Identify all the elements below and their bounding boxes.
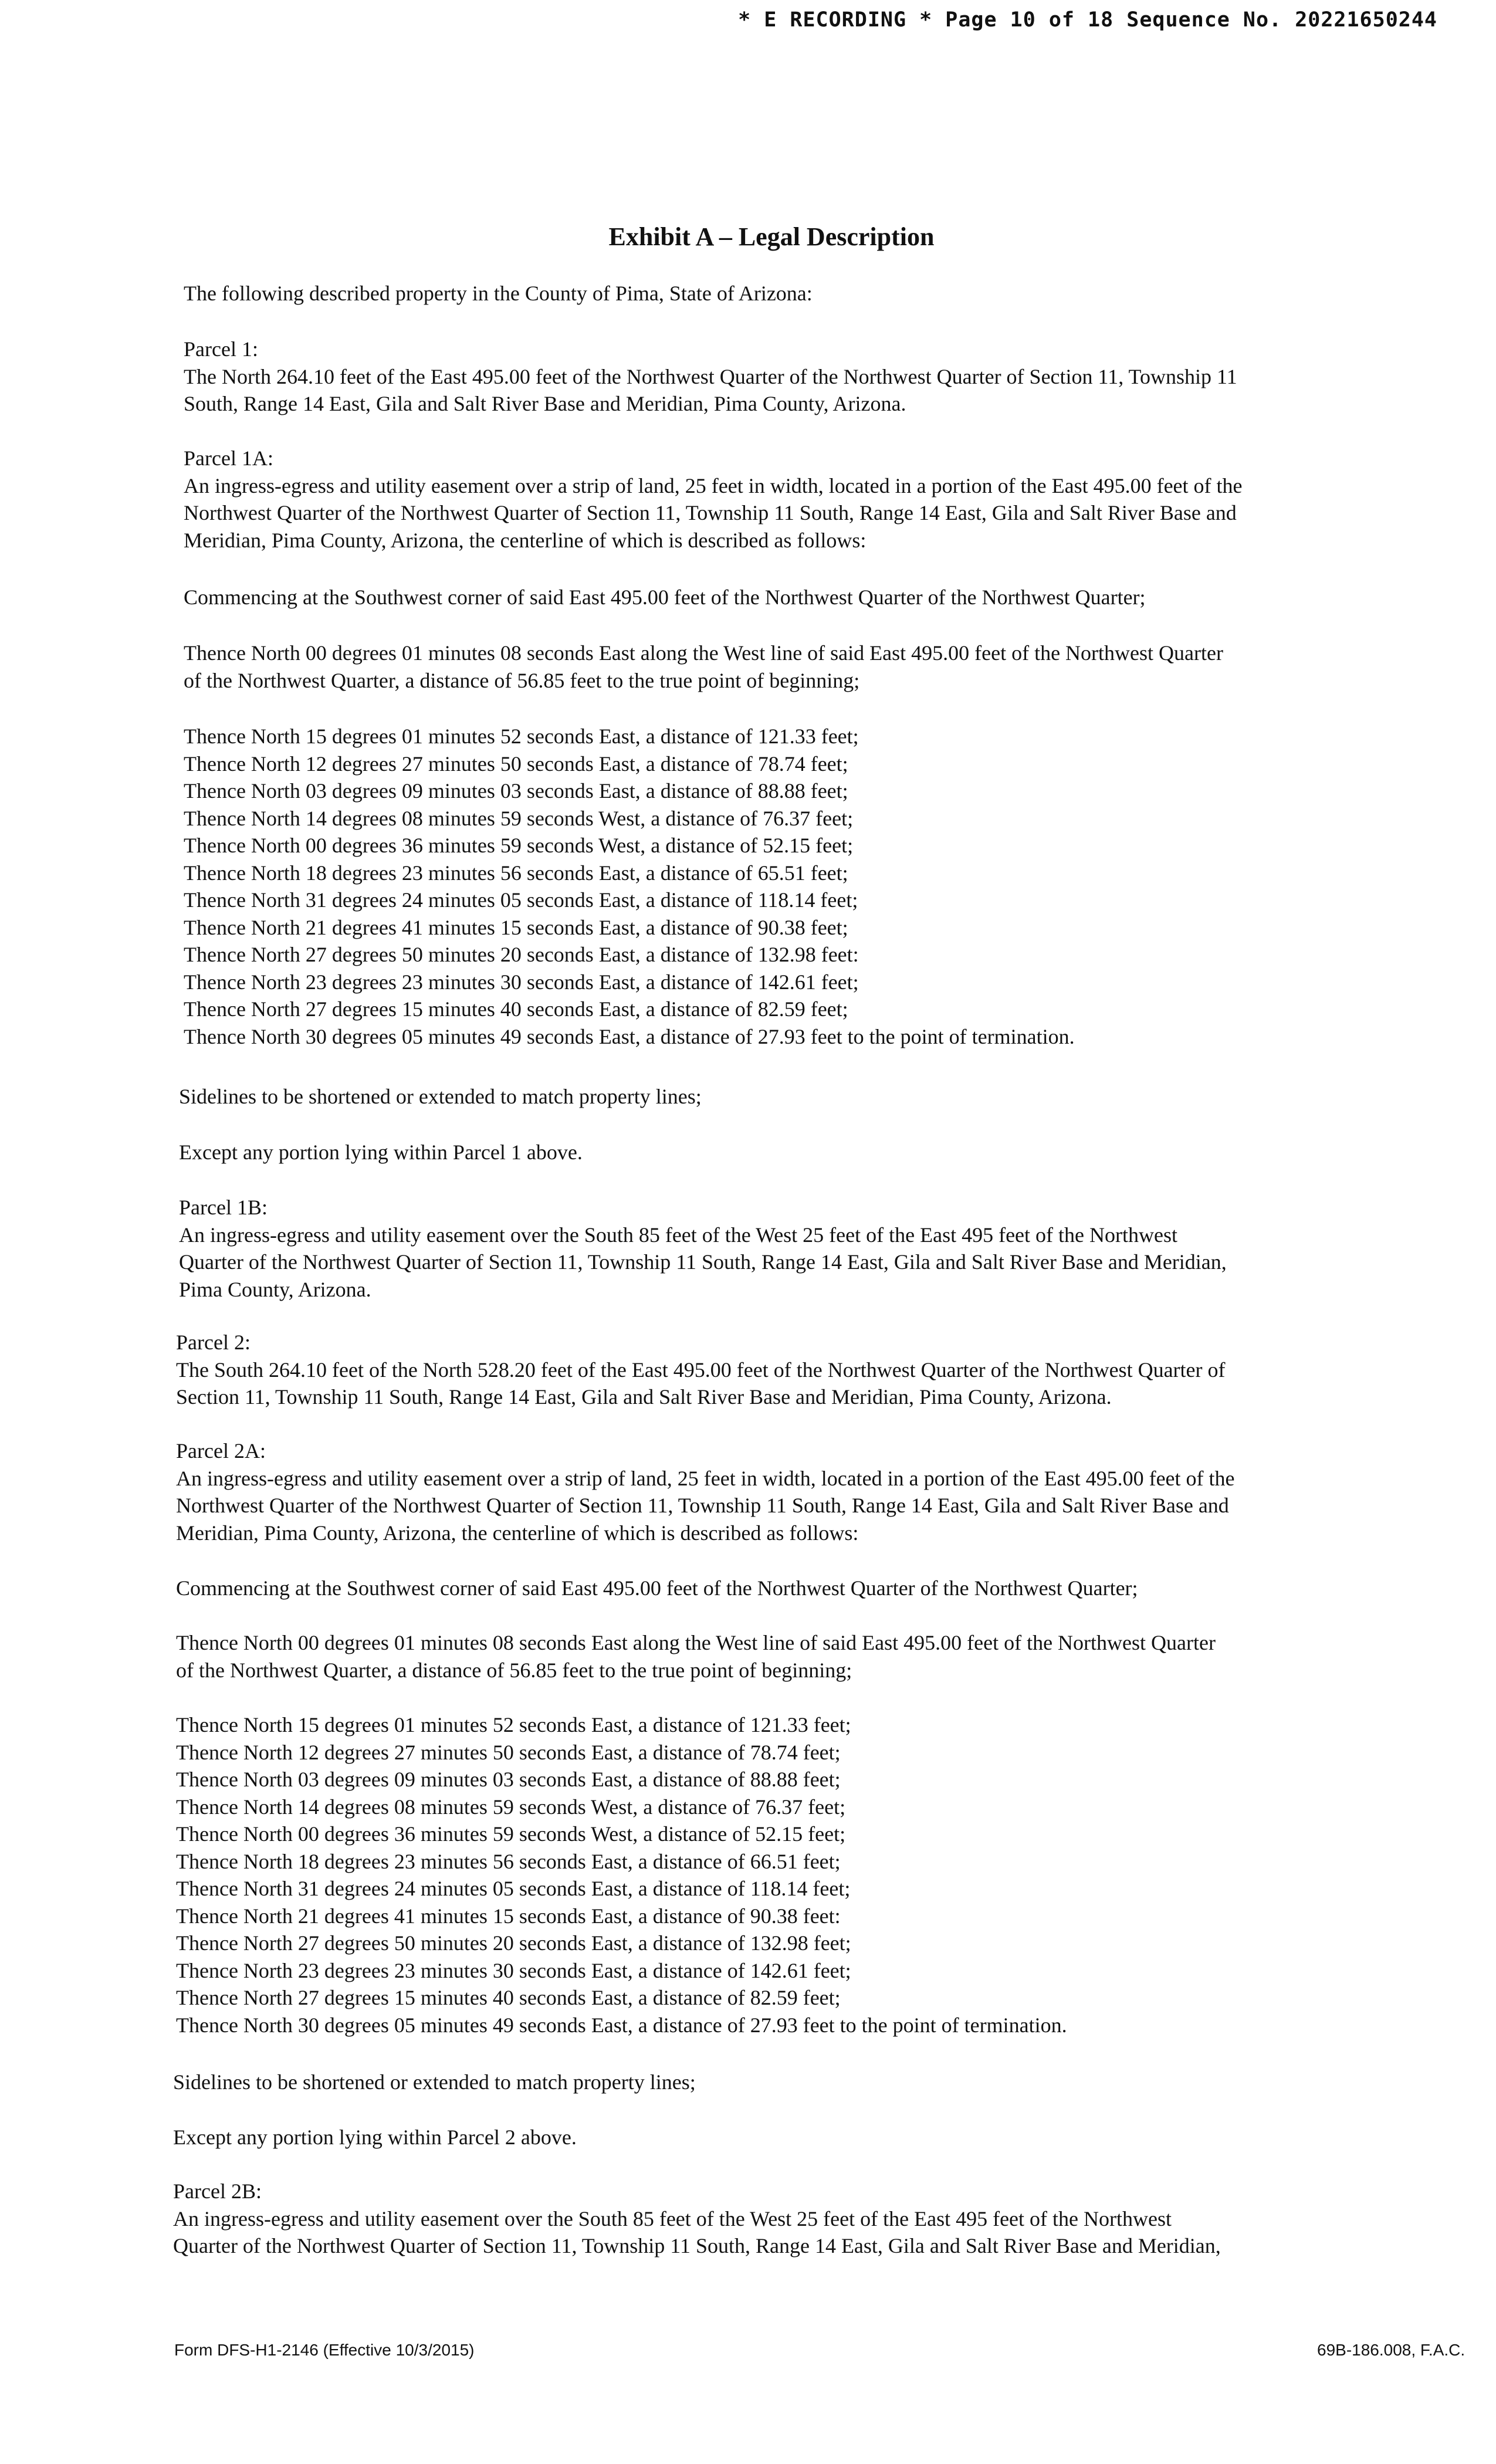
course-line: Thence North 23 degrees 23 minutes 30 seconds East, a distance of 142.61 feet; [184, 970, 859, 994]
course-line: Thence North 00 degrees 36 minutes 59 seconds West, a distance of 52.15 feet; [176, 1822, 846, 1846]
course-line: Thence North 15 degrees 01 minutes 52 seconds East, a distance of 121.33 feet; [176, 1713, 851, 1737]
intro-paragraph: The following described property in the County of Pima, State of Arizona: [184, 282, 813, 305]
course-line: Thence North 21 degrees 41 minutes 15 seconds East, a distance of 90.38 feet; [184, 915, 848, 939]
parcel-text-line: Meridian, Pima County, Arizona, the centerline of which is described as follows: [176, 1521, 859, 1545]
course-line: Thence North 12 degrees 27 minutes 50 seconds East, a distance of 78.74 feet; [184, 752, 848, 776]
course-line: Thence North 23 degrees 23 minutes 30 seconds East, a distance of 142.61 feet; [176, 1958, 851, 1982]
course-line: Thence North 03 degrees 09 minutes 03 seconds East, a distance of 88.88 feet; [184, 779, 848, 803]
parcel-1a-commencing: Commencing at the Southwest corner of said East 495.00 feet of the Northwest Quarter of the Northwest Quarter; [184, 585, 1146, 609]
course-line: Thence North 14 degrees 08 minutes 59 seconds West, a distance of 76.37 feet; [184, 806, 854, 830]
course-line: Thence North 15 degrees 01 minutes 52 seconds East, a distance of 121.33 feet; [184, 725, 859, 748]
course-line: Thence North 18 degrees 23 minutes 56 seconds East, a distance of 66.51 feet; [176, 1849, 841, 1873]
form-number: Form DFS-H1-2146 (Effective 10/3/2015) [174, 2341, 475, 2359]
parcel-text-line: Pima County, Arizona. [179, 1277, 371, 1301]
parcel-heading: Parcel 2B: [173, 2179, 262, 2203]
parcel-1a-courses [184, 723, 1075, 1050]
course-line: Thence North 27 degrees 15 minutes 40 seconds East, a distance of 82.59 feet; [176, 1986, 841, 2009]
course-line: Thence North 03 degrees 09 minutes 03 seconds East, a distance of 88.88 feet; [176, 1768, 841, 1791]
parcel-heading: Parcel 2: [176, 1331, 251, 1354]
parcel-2a-courses [176, 1711, 1067, 2039]
parcel-text-line: An ingress-egress and utility easement over a strip of land, 25 feet in width, located in a portion of the East 495.00 feet of the [184, 473, 1243, 497]
parcel-1b [179, 1194, 1227, 1303]
parcel-text-line: South, Range 14 East, Gila and Salt River Base and Meridian, Pima County, Arizona. [184, 392, 906, 415]
parcel-text-line: Northwest Quarter of the Northwest Quarter of Section 11, Township 11 South, Range 14 East, Gila and Salt River Base and [184, 501, 1237, 524]
parcel-2a [176, 1437, 1235, 1546]
parcel-2a-sidelines: Sidelines to be shortened or extended to match property lines; [173, 2070, 696, 2094]
course-line: Thence North 27 degrees 50 minutes 20 seconds East, a distance of 132.98 feet; [176, 1931, 851, 1955]
parcel-text-line: Thence North 00 degrees 01 minutes 08 seconds East along the West line of said East 495.00 feet of the Northwest Quarter [184, 641, 1223, 665]
recording-header: * E RECORDING * Page 10 of 18 Sequence No. 20221650244 [738, 8, 1437, 32]
parcel-text-line: Section 11, Township 11 South, Range 14 East, Gila and Salt River Base and Meridian, Pima County, Arizona. [176, 1385, 1112, 1409]
course-line: Thence North 31 degrees 24 minutes 05 seconds East, a distance of 118.14 feet; [184, 888, 858, 912]
parcel-text-line: Quarter of the Northwest Quarter of Section 11, Township 11 South, Range 14 East, Gila and Salt River Base and Meridian, [173, 2234, 1221, 2257]
course-line: Thence North 14 degrees 08 minutes 59 seconds West, a distance of 76.37 feet; [176, 1795, 846, 1819]
parcel-text-line: The North 264.10 feet of the East 495.00 feet of the Northwest Quarter of the Northwest Quarter of Section 11, Township 11 [184, 364, 1237, 388]
parcel-text-line: Northwest Quarter of the Northwest Quarter of Section 11, Township 11 South, Range 14 East, Gila and Salt River Base and [176, 1494, 1229, 1517]
course-line: Thence North 30 degrees 05 minutes 49 seconds East, a distance of 27.93 feet to the point of termination. [176, 2013, 1067, 2037]
parcel-1a-point-of-beginning [184, 639, 1223, 694]
parcel-2b [173, 2178, 1221, 2260]
parcel-1a [184, 445, 1243, 554]
parcel-text-line: An ingress-egress and utility easement over the South 85 feet of the West 25 feet of the East 495 feet of the Northwest [173, 2206, 1172, 2231]
parcel-heading: Parcel 2A: [176, 1439, 266, 1463]
course-line: Thence North 30 degrees 05 minutes 49 seconds East, a distance of 27.93 feet to the point of termination. [184, 1024, 1075, 1048]
course-line: Thence North 18 degrees 23 minutes 56 seconds East, a distance of 65.51 feet; [184, 861, 848, 885]
rule-citation: 69B-186.008, F.A.C. [1317, 2341, 1465, 2359]
parcel-text-line: Thence North 00 degrees 01 minutes 08 seconds East along the West line of said East 495.00 feet of the Northwest Quarter [176, 1631, 1216, 1654]
parcel-text-line: The South 264.10 feet of the North 528.20 feet of the East 495.00 feet of the Northwest Quarter of the Northwest Quarter of [176, 1358, 1226, 1382]
parcel-1 [184, 336, 1237, 418]
parcel-text-line: Quarter of the Northwest Quarter of Section 11, Township 11 South, Range 14 East, Gila and Salt River Base and Meridian, [179, 1250, 1227, 1274]
course-line: Thence North 27 degrees 15 minutes 40 seconds East, a distance of 82.59 feet; [184, 997, 848, 1021]
parcel-heading: Parcel 1A: [184, 446, 273, 470]
parcel-heading: Parcel 1: [184, 337, 258, 361]
parcel-2a-except: Except any portion lying within Parcel 2 above. [173, 2125, 577, 2149]
course-line: Thence North 21 degrees 41 minutes 15 seconds East, a distance of 90.38 feet: [176, 1904, 841, 1928]
parcel-text-line: of the Northwest Quarter, a distance of 56.85 feet to the true point of beginning; [176, 1658, 852, 1682]
parcel-text-line: An ingress-egress and utility easement over a strip of land, 25 feet in width, located in a portion of the East 495.00 feet of the [176, 1466, 1235, 1490]
course-line: Thence North 00 degrees 36 minutes 59 seconds West, a distance of 52.15 feet; [184, 834, 854, 857]
course-line: Thence North 27 degrees 50 minutes 20 seconds East, a distance of 132.98 feet: [184, 943, 859, 966]
parcel-1a-sidelines: Sidelines to be shortened or extended to match property lines; [179, 1085, 702, 1108]
parcel-2a-point-of-beginning [176, 1629, 1216, 1684]
parcel-2 [176, 1329, 1226, 1411]
course-line: Thence North 31 degrees 24 minutes 05 seconds East, a distance of 118.14 feet; [176, 1877, 851, 1900]
parcel-text-line: Meridian, Pima County, Arizona, the centerline of which is described as follows: [184, 528, 867, 552]
page-title: Exhibit A – Legal Description [608, 222, 935, 251]
course-line: Thence North 12 degrees 27 minutes 50 seconds East, a distance of 78.74 feet; [176, 1740, 841, 1764]
parcel-text-line: of the Northwest Quarter, a distance of 56.85 feet to the true point of beginning; [184, 668, 860, 692]
parcel-1a-except: Except any portion lying within Parcel 1 above. [179, 1140, 583, 1164]
parcel-2a-commencing: Commencing at the Southwest corner of said East 495.00 feet of the Northwest Quarter of the Northwest Quarter; [176, 1576, 1138, 1600]
parcel-text-line: An ingress-egress and utility easement over the South 85 feet of the West 25 feet of the East 495 feet of the Northwest [179, 1223, 1177, 1247]
parcel-heading: Parcel 1B: [179, 1196, 268, 1219]
